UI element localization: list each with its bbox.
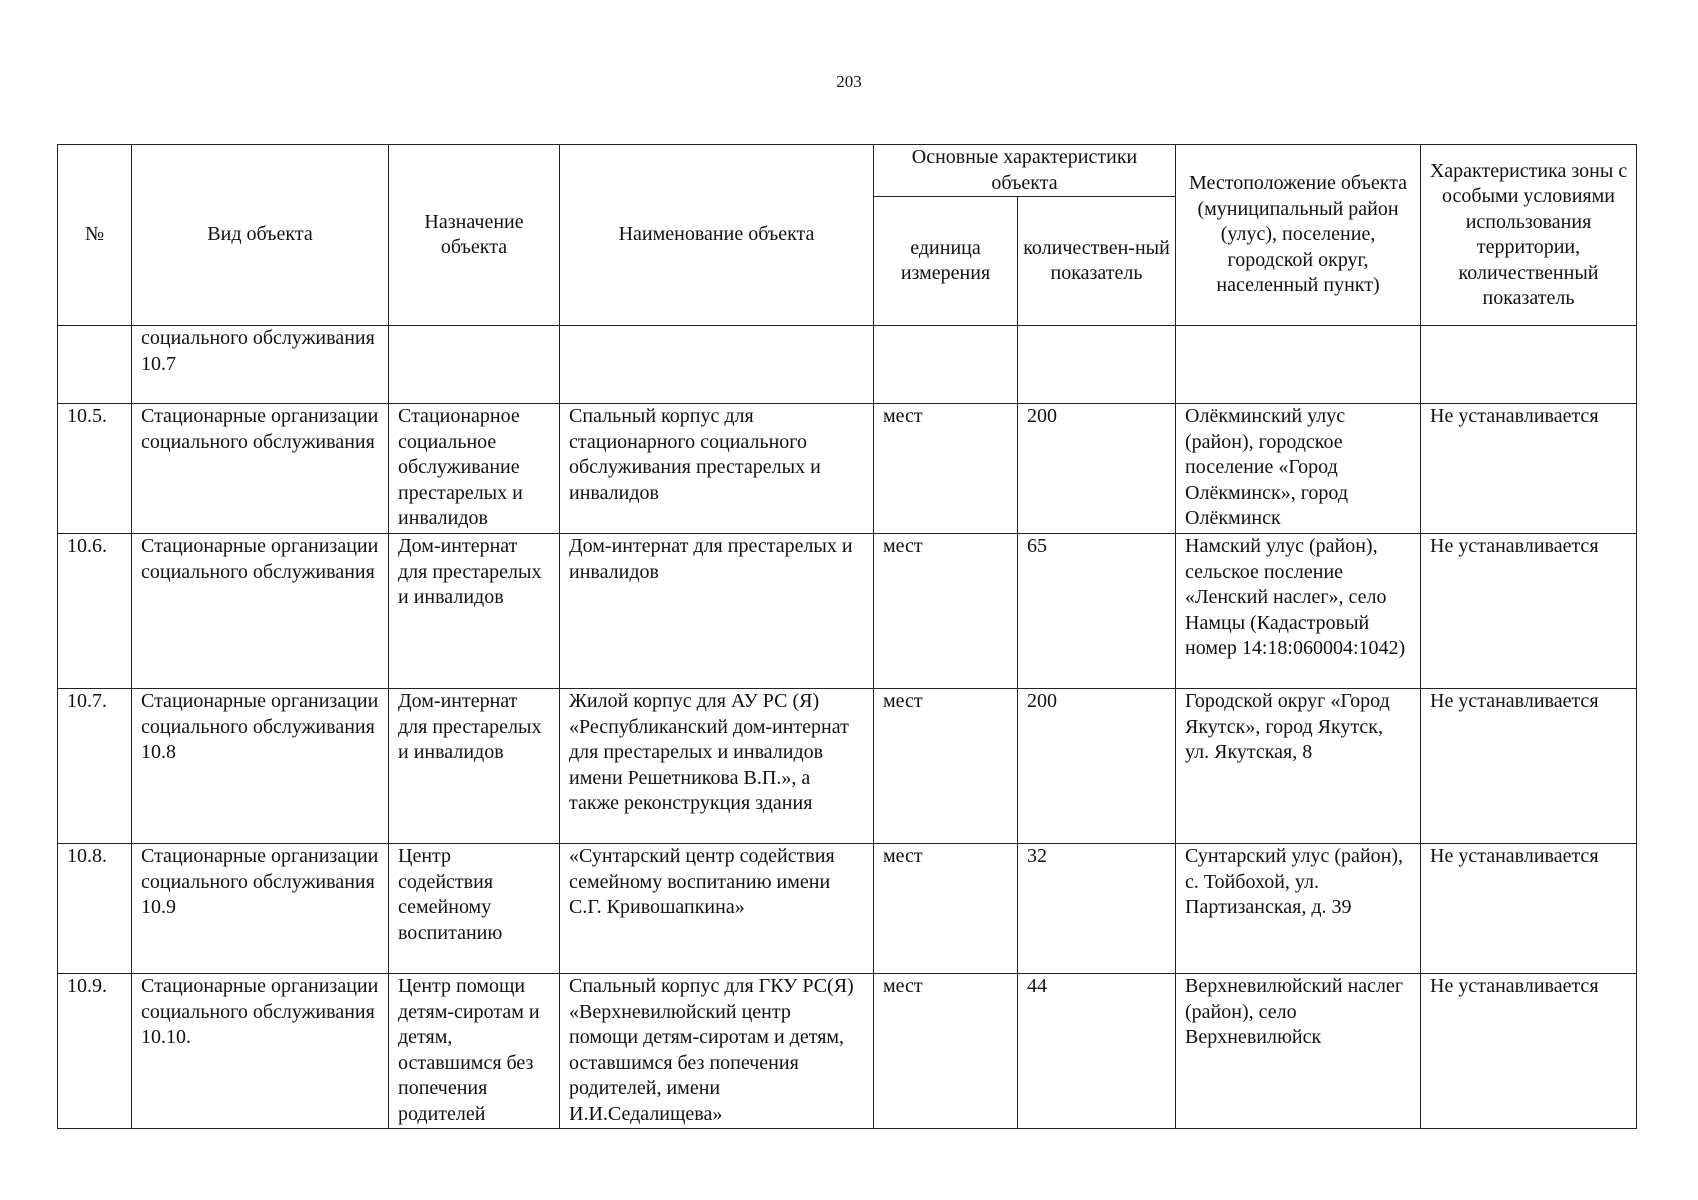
header-purpose: Назначение объекта: [389, 145, 560, 326]
cell-num: [58, 326, 132, 404]
table-row: [58, 844, 1637, 974]
cell-quantity: 200: [1018, 689, 1176, 844]
cell-zone: [1421, 326, 1637, 404]
cell-zone: Не устанавливается: [1421, 844, 1637, 974]
cell-location: Сунтарский улус (район), с. Тойбохой, ул. Партизанская, д. 39: [1176, 844, 1421, 974]
cell-zone: Не устанавливается: [1421, 534, 1637, 689]
cell-zone: Не устанавливается: [1421, 404, 1637, 534]
cell-name: Спальный корпус для ГКУ РС(Я) «Верхневилюйский центр помощи детям-сиротам и детям, оставшимся без попечения родителей, имени И.И.Седалищева»: [560, 974, 874, 1129]
header-unit: единица измерения: [874, 197, 1018, 326]
cell-unit: мест: [874, 534, 1018, 689]
cell-num: 10.8.: [58, 844, 132, 974]
cell-num: 10.7.: [58, 689, 132, 844]
cell-location: Намский улус (район), сельское посление «Ленский наслег», село Намцы (Кадастровый номер 14:18:060004:1042): [1176, 534, 1421, 689]
cell-purpose: Дом-интернат для престарелых и инвалидов: [389, 689, 560, 844]
cell-num: 10.5.: [58, 404, 132, 534]
cell-purpose: Стационарное социальное обслуживание престарелых и инвалидов: [389, 404, 560, 534]
header-num: №: [58, 145, 132, 326]
cell-unit: мест: [874, 844, 1018, 974]
cell-quantity: 65: [1018, 534, 1176, 689]
cell-quantity: 32: [1018, 844, 1176, 974]
cell-kind: Стационарные организации социального обслуживания 10.8: [132, 689, 389, 844]
table-row: [58, 689, 1637, 844]
cell-kind: Стационарные организации социального обслуживания 10.10.: [132, 974, 389, 1129]
cell-zone: Не устанавливается: [1421, 689, 1637, 844]
cell-name: Дом-интернат для престарелых и инвалидов: [560, 534, 874, 689]
table-row: [58, 534, 1637, 689]
cell-zone: Не устанавливается: [1421, 974, 1637, 1129]
cell-purpose: Центр содействия семейному воспитанию: [389, 844, 560, 974]
header-location: Местоположение объекта (муниципальный район (улус), поселение, городской округ, населенный пункт): [1176, 145, 1421, 326]
cell-num: 10.6.: [58, 534, 132, 689]
cell-location: Олёкминский улус (район), городское поселение «Город Олёкминск», город Олёкминск: [1176, 404, 1421, 534]
cell-unit: [874, 326, 1018, 404]
cell-quantity: 200: [1018, 404, 1176, 534]
cell-kind: социального обслуживания 10.7: [132, 326, 389, 404]
header-name: Наименование объекта: [560, 145, 874, 326]
cell-name: «Сунтарский центр содействия семейному воспитанию имени С.Г. Кривошапкина»: [560, 844, 874, 974]
page-number: 203: [836, 72, 862, 91]
cell-name: [560, 326, 874, 404]
header-quantity: количествен-ный показатель: [1018, 197, 1176, 326]
cell-quantity: [1018, 326, 1176, 404]
cell-name: Спальный корпус для стационарного социального обслуживания престарелых и инвалидов: [560, 404, 874, 534]
cell-kind: Стационарные организации социального обслуживания 10.9: [132, 844, 389, 974]
header-zone: Характеристика зоны с особыми условиями использования территории, количественный показатель: [1421, 145, 1637, 326]
table-row: [58, 326, 1637, 404]
table-row: [58, 404, 1637, 534]
cell-kind: Стационарные организации социального обслуживания: [132, 404, 389, 534]
cell-kind: Стационарные организации социального обслуживания: [132, 534, 389, 689]
cell-num: 10.9.: [58, 974, 132, 1129]
cell-unit: мест: [874, 689, 1018, 844]
cell-location: [1176, 326, 1421, 404]
header-characteristics: Основные характеристики объекта: [874, 145, 1176, 197]
table-row: [58, 974, 1637, 1129]
header-row-1: [58, 145, 1637, 197]
cell-location: Городской округ «Город Якутск», город Якутск, ул. Якутская, 8: [1176, 689, 1421, 844]
objects-table: [57, 144, 1637, 1129]
cell-location: Верхневилюйский наслег (район), село Верхневилюйск: [1176, 974, 1421, 1129]
cell-quantity: 44: [1018, 974, 1176, 1129]
cell-unit: мест: [874, 974, 1018, 1129]
cell-unit: мест: [874, 404, 1018, 534]
cell-name: Жилой корпус для АУ РС (Я) «Республиканский дом-интернат для престарелых и инвалидов имени Решетникова В.П.», а также реконструкция здания: [560, 689, 874, 844]
header-kind: Вид объекта: [132, 145, 389, 326]
cell-purpose: [389, 326, 560, 404]
cell-purpose: Центр помощи детям-сиротам и детям, оставшимся без попечения родителей: [389, 974, 560, 1129]
cell-purpose: Дом-интернат для престарелых и инвалидов: [389, 534, 560, 689]
